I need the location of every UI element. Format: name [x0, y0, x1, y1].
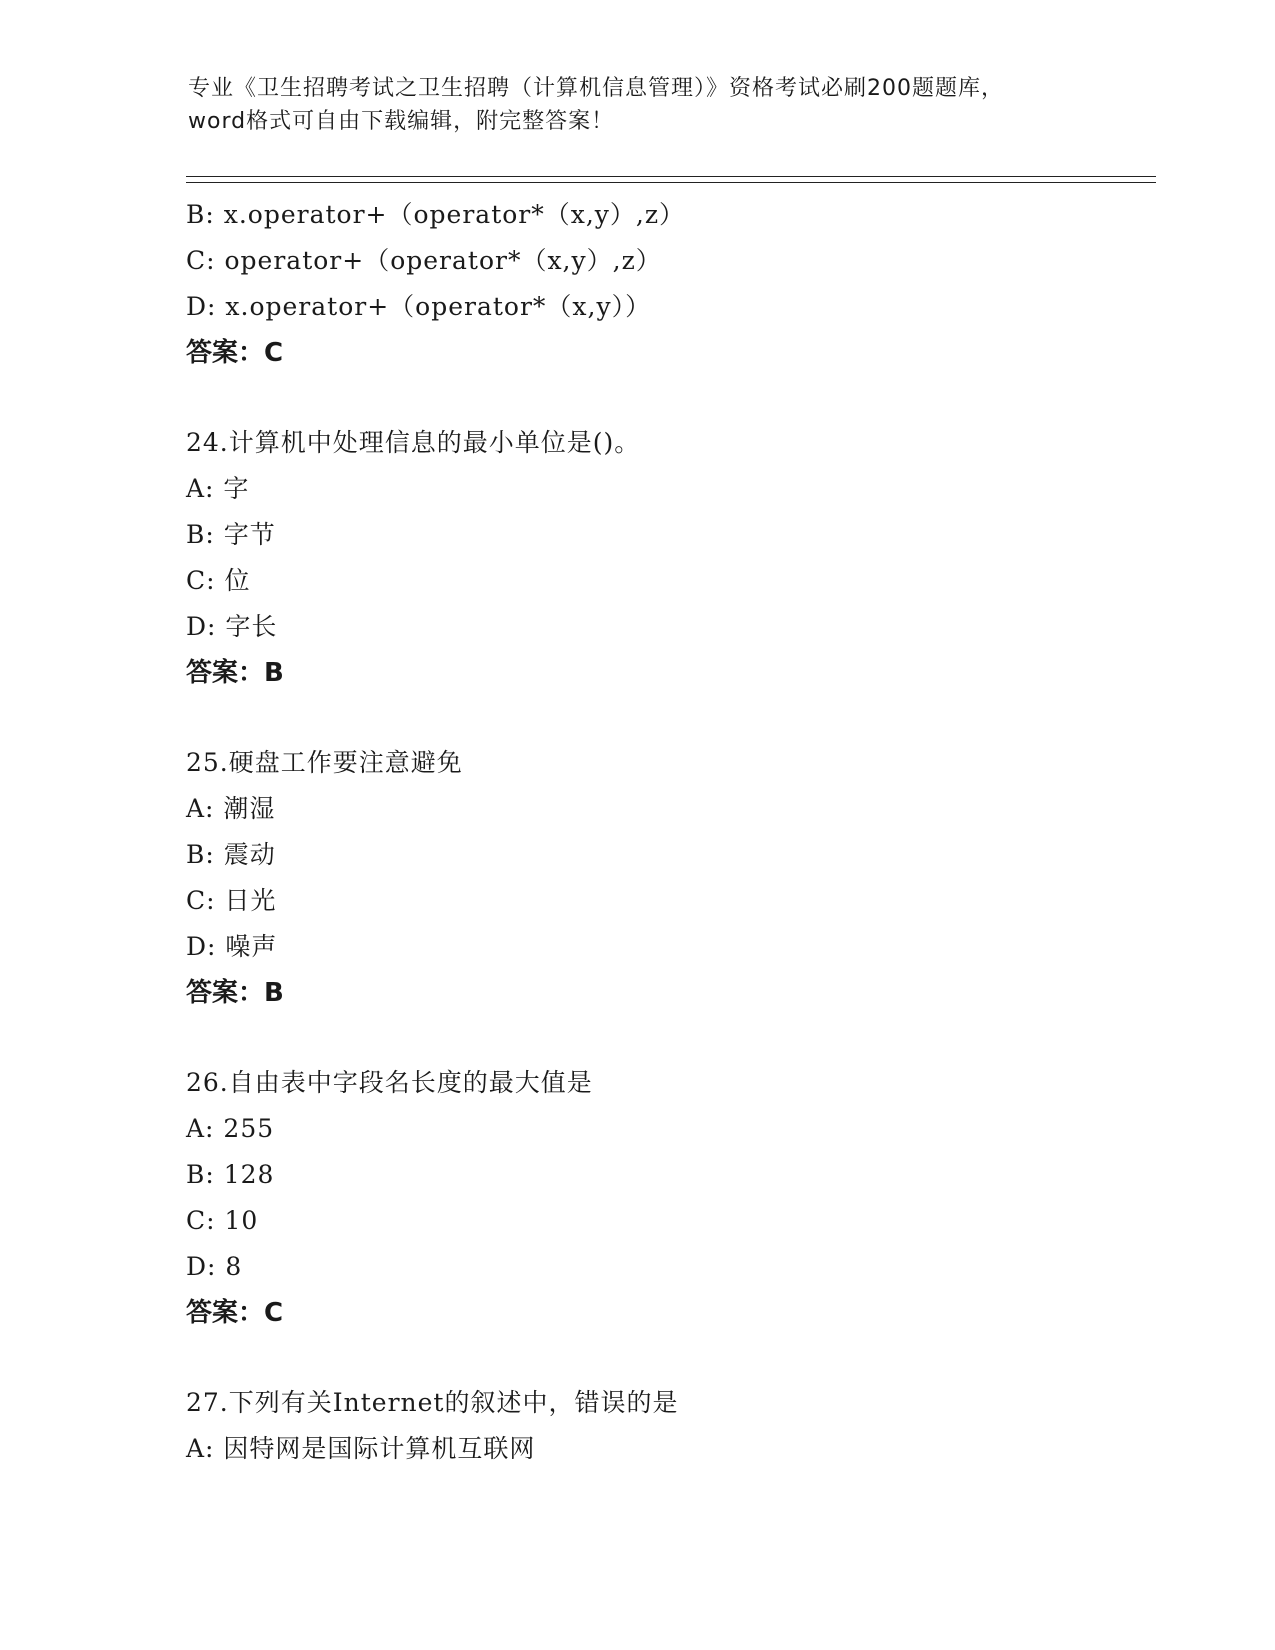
answer: 答案：C	[186, 338, 284, 368]
option-a: A: 潮湿	[186, 794, 276, 823]
answer: 答案：B	[186, 658, 284, 688]
option-c: C: 日光	[186, 886, 277, 915]
question-title: 26.自由表中字段名长度的最大值是	[186, 1068, 593, 1097]
spacer	[186, 1336, 1146, 1380]
question-list	[186, 192, 1146, 1472]
header-line-2: word格式可自由下载编辑，附完整答案！	[188, 109, 615, 134]
header-line-1: 专业《卫生招聘考试之卫生招聘（计算机信息管理）》资格考试必刷200题题库，	[188, 76, 1004, 101]
option-c: C: operator+（operator*（x,y）,z）	[186, 246, 662, 275]
option-c: C: 位	[186, 566, 251, 595]
option-b: B: x.operator+（operator*（x,y）,z）	[186, 200, 686, 229]
question-26	[186, 1060, 1146, 1336]
question-27	[186, 1380, 1146, 1472]
header-divider-top	[186, 176, 1156, 177]
option-b: B: 字节	[186, 520, 276, 549]
option-b: B: 震动	[186, 840, 276, 869]
option-a: A: 字	[186, 474, 250, 503]
spacer	[186, 696, 1146, 740]
option-b: B: 128	[186, 1160, 275, 1189]
option-a: A: 255	[186, 1114, 275, 1143]
header-divider-bottom	[186, 182, 1156, 183]
question-title: 24.计算机中处理信息的最小单位是()。	[186, 428, 641, 457]
question-title: 27.下列有关Internet的叙述中，错误的是	[186, 1388, 679, 1417]
question-25	[186, 740, 1146, 1016]
option-d: D: 8	[186, 1252, 243, 1281]
spacer	[186, 1016, 1146, 1060]
option-c: C: 10	[186, 1206, 259, 1235]
option-d: D: x.operator+（operator*（x,y））	[186, 292, 652, 321]
option-a: A: 因特网是国际计算机互联网	[186, 1434, 536, 1463]
question-24	[186, 420, 1146, 696]
question-title: 25.硬盘工作要注意避免	[186, 748, 463, 777]
option-d: D: 字长	[186, 612, 278, 641]
option-d: D: 噪声	[186, 932, 278, 961]
document-header	[188, 72, 1088, 138]
question-23-continued	[186, 192, 1146, 376]
spacer	[186, 376, 1146, 420]
answer: 答案：C	[186, 1298, 284, 1328]
answer: 答案：B	[186, 978, 284, 1008]
